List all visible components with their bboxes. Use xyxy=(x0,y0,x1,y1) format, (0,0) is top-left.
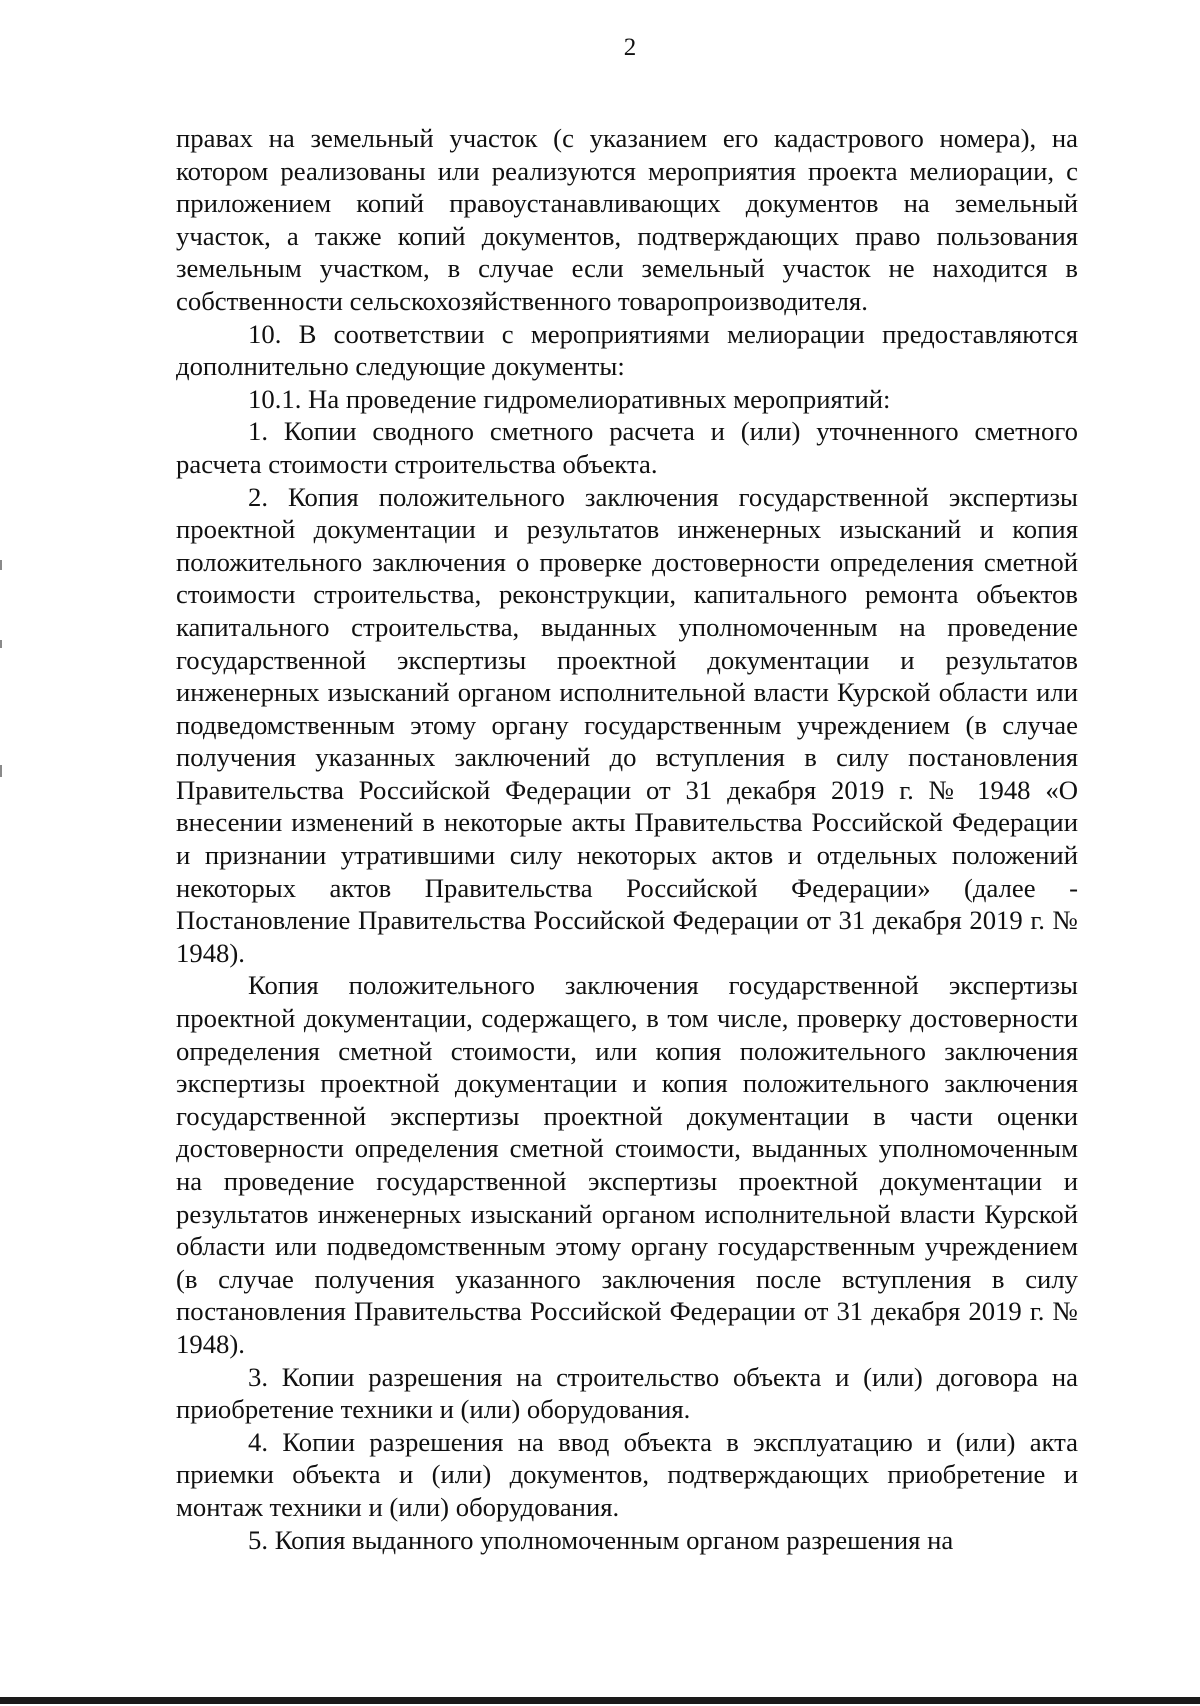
paragraph-subitem-1: 1. Копии сводного сметного расчета и (или) уточненного сметного расчета стоимости строительства объекта. xyxy=(176,416,1078,479)
paragraph-item-10: 10. В соответствии с мероприятиями мелиорации предоставляются дополнительно следующие документы: xyxy=(176,318,1078,382)
scan-edge-mark xyxy=(0,560,2,570)
scan-bottom-edge xyxy=(0,1697,1200,1704)
paragraph-subitem-5: 5. Копия выданного уполномоченным органом разрешения на xyxy=(248,1524,954,1555)
paragraph-expertise-copy: Копия положительного заключения государственной экспертизы проектной документации, содержащего, в том числе, проверку достоверности определения сметной стоимости, или копия положительного заключения экспертизы проектной документации и копия положительного заключения государственной экспертизы проектной документации в части оценки достоверности определения сметной стоимости, выданных уполномоченным на проведение государственной экспертизы проектной документации и результатов инженерных изысканий органом исполнительной власти Курской области или подведомственным этому органу государственным учреждением (в случае получения указанного заключения после вступления в силу постановления Правительства Российской Федерации от 31 декабря 2019 г. № 1948). xyxy=(176,970,1078,1359)
scan-edge-mark xyxy=(0,640,2,648)
document-body xyxy=(176,122,1078,1556)
scan-edge-mark xyxy=(0,765,2,777)
page-number: 2 xyxy=(623,34,637,61)
paragraph-subitem-4: 4. Копии разрешения на ввод объекта в эксплуатацию и (или) акта приемки объекта и (или) документов, подтверждающих приобретение и монтаж техники и (или) оборудования. xyxy=(176,1426,1078,1522)
paragraph-subitem-3: 3. Копии разрешения на строительство объекта и (или) договора на приобретение техники и (или) оборудования. xyxy=(176,1361,1078,1425)
paragraph-item-10-1: 10.1. На проведение гидромелиоративных мероприятий: xyxy=(248,383,891,414)
paragraph-land-rights: правах на земельный участок (с указанием его кадастрового номера), на котором реализованы или реализуются мероприятия проекта мелиорации, с приложением копий правоустанавливающих документов на земельный участок, а также копий документов, подтверждающих право пользования земельным участком, в случае если земельный участок не находится в собственности сельскохозяйственного товаропроизводителя. xyxy=(176,123,1078,316)
paragraph-subitem-2: 2. Копия положительного заключения государственной экспертизы проектной документации и результатов инженерных изысканий и копия положительного заключения о проверке достоверности определения сметной стоимости строительства, реконструкции, капитального ремонта объектов капитального строительства, выданных уполномоченным на проведение государственной экспертизы проектной документации и результатов инженерных изысканий органом исполнительной власти Курской области или подведомственным этому органу государственным учреждением (в случае получения указанных заключений до вступления в силу постановления Правительства Российской Федерации от 31 декабря 2019 г. № 1948 «О внесении изменений в некоторые акты Правительства Российской Федерации и признании утратившими силу некоторых актов и отдельных положений некоторых актов Правительства Российской Федерации» (далее - Постановление Правительства Российской Федерации от 31 декабря 2019 г. № 1948). xyxy=(176,481,1078,968)
